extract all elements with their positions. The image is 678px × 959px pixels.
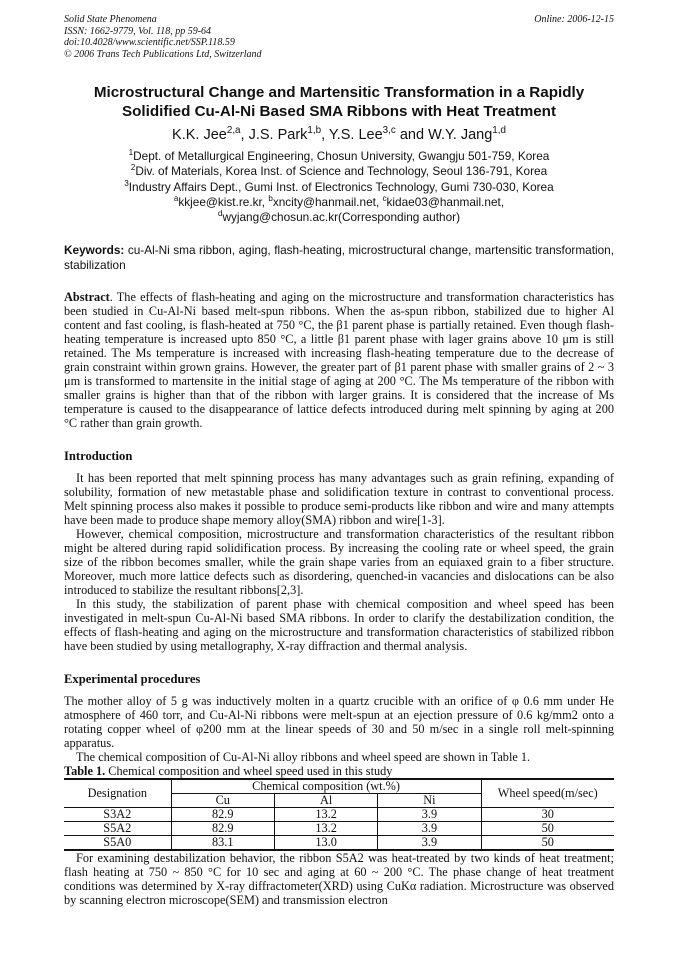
table-row	[64, 822, 614, 836]
table-cell: 50	[481, 836, 614, 851]
abstract-text: . The effects of flash-heating and aging on the microstructure and transformation characteristics has been studied in Cu-Al-Ni based melt-spun ribbons. When the as-spun ribbon, stabilized due to higher Al content and fast cooling, is flash-heated at 750 °C, the β1 parent phase is partially retained. Even though flash-heating temperature is increased upto 850 °C, a little β1 parent phase with lager grains above 10 μm is still retained. The Ms temperature is increased with increasing flash-heating temperature due to the decrease of grain constraint within grown grains. However, the greater part of β1 parent phase with smaller grains of 2 ~ 3 μm is transformed to martensite in the initial stage of aging at 200 °C. The Ms temperature of the ribbon with smaller grains is higher than that of the ribbon with larger grains. It is considered that the increase of Ms temperature is caused to the disappearance of lattice defects introduced during melt spinning by aging at 200 °C rather than grain growth.	[64, 290, 614, 431]
table-caption-text: Chemical composition and wheel speed used in this study	[105, 764, 393, 779]
table-header-al: Al	[274, 794, 377, 808]
table-cell: 83.1	[171, 836, 274, 851]
table-cell: 13.0	[274, 836, 377, 851]
intro-paragraph: In this study, the stabilization of parent phase with chemical composition and wheel speed has been investigated in melt-spun Cu-Al-Ni based SMA ribbons. In order to clarify the destabilization condition, the effects of flash-heating and aging on the microstructure and transformation characteristics of stabilized ribbon have been studied by using metallography, X-ray diffraction and thermal analysis.	[64, 597, 614, 654]
experimental-paragraph: The mother alloy of 5 g was inductively molten in a quartz crucible with an orifice of φ 0.6 mm under He atmosphere of 460 torr, and Cu-Al-Ni ribbons were melt-spun at an ejection pressure of 0.6 kg/mm2 onto a rotating copper wheel of φ200 mm at the linear speeds of 30 and 50 m/sec in a single roll melt-spinning apparatus.	[64, 694, 614, 751]
affiliation-line	[64, 164, 614, 179]
affiliation-text: Industry Affairs Dept., Gumi Inst. of Electronics Technology, Gumi 730-030, Korea	[128, 179, 554, 194]
affiliation-sup: 2	[130, 163, 136, 173]
table-header-cu: Cu	[171, 794, 274, 808]
copyright: © 2006 Trans Tech Publications Ltd, Switzerland	[64, 48, 262, 60]
email-c[interactable]: kidae03@hanmail.net	[386, 194, 501, 209]
intro-paragraph: It has been reported that melt spinning process has many advantages such as grain refining, expanding of solubility, formation of new metastable phase and solidification texture in contrast to conventional process. Melt spinning process also makes it possible to produce semi-products like ribbon and wire and many attempts have been made to produce shape memory alloy(SMA) ribbon and wire[1-3].	[64, 471, 614, 528]
table-header-composition: Chemical composition (wt.%)	[171, 779, 481, 794]
email-a[interactable]: kkjee@kist.re.kr	[178, 194, 262, 209]
author-sup: 1,d	[492, 125, 506, 137]
table-cell: 3.9	[378, 822, 481, 836]
author-sup: 2,a	[226, 125, 241, 137]
author-sup: 3,c	[382, 125, 396, 137]
author-list: K.K. Jee$^{2,a}$, J.S. Park$^{1,b}$, Y.S. Lee$^{3,c}$ and W.Y. Jang$^{1,d}$	[172, 125, 506, 143]
title-line-1: Microstructural Change and Martensitic Transformation in a Rapidly	[93, 84, 585, 101]
affiliation-line	[64, 180, 614, 195]
section-heading-experimental: Experimental procedures	[64, 672, 201, 687]
affiliation-line	[64, 149, 614, 164]
author-name: J.S. Park	[248, 127, 308, 143]
affiliation-text: Dept. of Metallurgical Engineering, Chosun University, Gwangju 501-759, Korea	[133, 149, 550, 163]
table-header-wheel-speed: Wheel speed(m/sec)	[481, 779, 614, 808]
table-caption	[64, 764, 614, 778]
email-line: $^a$kkjee@kist.re.kr, $^b$xncity@hanmail.net, $^c$kidae03@hanmail.net,	[173, 193, 505, 209]
email-d[interactable]: wyjang@chosun.ac.kr(Corresponding author)	[222, 210, 460, 225]
table-cell: 13.2	[274, 808, 377, 822]
table-cell: 13.2	[274, 822, 377, 836]
table-cell: 82.9	[171, 822, 274, 836]
affiliation-sup: 1	[128, 148, 134, 158]
paper-title	[64, 83, 614, 121]
table-caption-label: Table 1.	[64, 764, 106, 779]
table-cell: S5A0	[64, 836, 171, 851]
intro-paragraph: However, chemical composition, microstructure and transformation characteristics of the resultant ribbon might be altered during rapid solidification process. By increasing the cooling rate or wheel speed, the grain size of the ribbon becomes smaller, while the grain shape varies from an equiaxed grain to a fiber structure. Moreover, much more lattice defects such as disordering, quenched-in vacancies and dislocations can be also introduced to stabilize the resultant ribbons[2,3].	[64, 527, 614, 598]
doi[interactable]: doi:10.4028/www.scientific.net/SSP.118.59	[64, 37, 235, 48]
author-name: W.Y. Jang	[428, 127, 493, 143]
composition-table	[64, 778, 614, 851]
email-line: $^d$wyjang@chosun.ac.kr(Corresponding author)	[217, 209, 460, 225]
affiliations	[64, 149, 614, 225]
online-date: Online: 2006-12-15	[534, 14, 614, 25]
keywords-label: Keywords:	[64, 243, 125, 258]
abstract	[64, 290, 614, 430]
journal-name: Solid State Phenomena	[64, 14, 157, 25]
journal-header	[64, 14, 614, 60]
section-heading-introduction: Introduction	[64, 449, 133, 464]
affiliation-sup: 3	[124, 178, 129, 188]
affiliation-text: Div. of Materials, Korea Inst. of Science and Technology, Seoul 136-791, Korea	[135, 164, 548, 179]
table-cell: S3A2	[64, 808, 171, 822]
abstract-label: Abstract	[64, 290, 110, 305]
table-header-designation: Designation	[64, 779, 171, 808]
table-row	[64, 808, 614, 822]
table-cell: 30	[481, 808, 614, 822]
table-cell: 3.9	[378, 836, 481, 851]
email-b[interactable]: xncity@hanmail.net	[272, 194, 376, 209]
author-name: Y.S. Lee	[328, 127, 383, 143]
keywords	[64, 243, 614, 273]
issn: ISSN: 1662-9779, Vol. 118, pp 59-64	[64, 25, 212, 37]
paper-page	[64, 14, 614, 907]
author-name: K.K. Jee	[172, 127, 227, 143]
table-row	[64, 836, 614, 851]
author-sup: 1,b	[307, 125, 322, 137]
experimental-paragraph: For examining destabilization behavior, the ribbon S5A2 was heat-treated by two kinds of heat treatment; flash heating at 750 ~ 850 °C for 10 sec and aging at 60 ~ 200 °C. The phase change of heat treatment conditions was determined by X-ray diffractometer(XRD) using CuKα radiation. Microstructure was observed by scanning electron microscope(SEM) and transmission electron	[64, 851, 614, 908]
table-cell: 50	[481, 822, 614, 836]
table-cell: 3.9	[378, 808, 481, 822]
experimental-paragraph: The chemical composition of Cu-Al-Ni alloy ribbons and wheel speed are shown in Table 1.	[76, 750, 531, 765]
table-header-ni: Ni	[378, 794, 481, 808]
table-cell: S5A2	[64, 822, 171, 836]
title-line-2: Solidified Cu-Al-Ni Based SMA Ribbons with Heat Treatment	[122, 103, 556, 120]
keywords-text: cu-Al-Ni sma ribbon, aging, flash-heating, microstructural change, martensitic transformation, stabilization	[64, 243, 615, 273]
table-cell: 82.9	[171, 808, 274, 822]
